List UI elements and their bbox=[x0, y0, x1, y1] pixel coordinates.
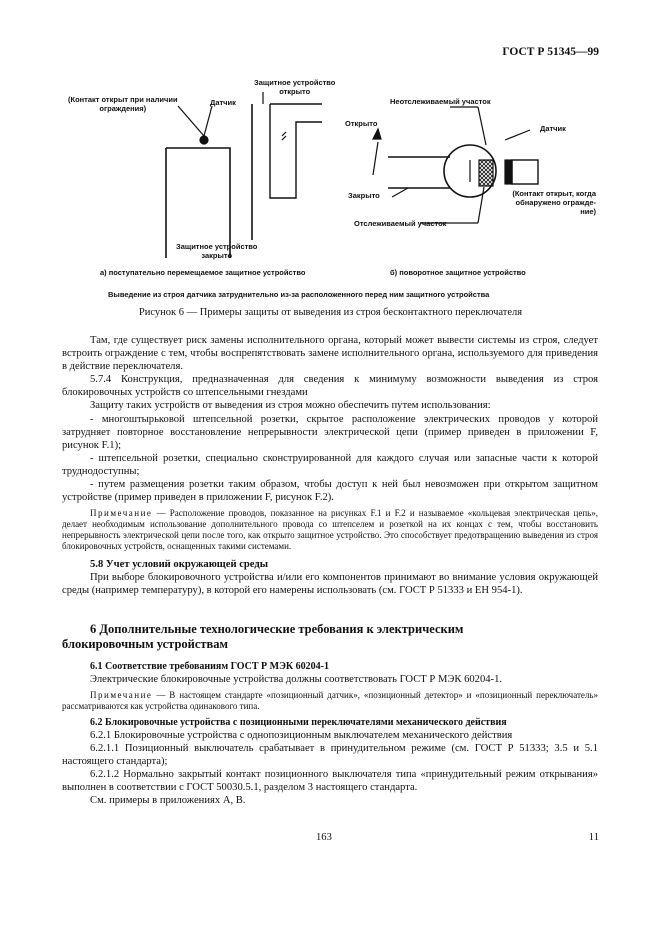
figure-note: Выведение из строя датчика затруднительно из-за расположенного перед ним защитного устройства bbox=[108, 290, 490, 299]
paragraph: Электрические блокировочные устройства должны соответствовать ГОСТ Р МЭК 60204-1. bbox=[90, 673, 503, 685]
paragraph: 5.7.4 Конструкция, предназначенная для сведения к минимуму возможности выведения из строя блокировочных устройств со штепсельными гнездами bbox=[62, 374, 598, 399]
sensor-left-label: Датчик bbox=[210, 98, 236, 107]
paragraph: 6.2.1.2 Нормально закрытый контакт позиционного выключателя типа «принудительный режим открывания» выполнен в соответствии с ГОСТ 50030.5.1, разделом 3 настоящего стандарта. bbox=[62, 769, 598, 794]
chapter-heading: 6 Дополнительные технологические требования к электрическим блокировочным устройствам bbox=[62, 621, 464, 651]
monitored-area-label: Отслеживаемый участок bbox=[354, 219, 447, 228]
closed-label: Закрыто bbox=[348, 191, 380, 200]
note-label: Примечание bbox=[90, 508, 153, 519]
note bbox=[62, 508, 598, 552]
list-item: - многоштырьковой штепсельной розетки, скрытое расположение электрических проводов у которой затрудняет повторное восстановление непрерывности электрической цепи (пример приведен в приложении F, рисунок F.1); bbox=[62, 413, 598, 451]
guard-open-label: Защитное устройство открыто bbox=[254, 78, 336, 96]
page-number: 163 bbox=[316, 832, 332, 843]
page-number-right: 11 bbox=[588, 832, 599, 843]
note bbox=[62, 690, 598, 712]
document-header: ГОСТ Р 51345—99 bbox=[502, 46, 599, 58]
paragraph: 6.2.1.1 Позиционный выключатель срабатывает в принудительном режиме (см. ГОСТ Р 51333; 3.5 и 5.1 настоящего стандарта); bbox=[62, 742, 598, 767]
contact-open-left-label: (Контакт открыт при наличии ограждения) bbox=[68, 95, 178, 113]
subfigure-b-label: б) поворотное защитное устройство bbox=[390, 268, 526, 277]
paragraph: См. примеры в приложениях А, В. bbox=[90, 795, 246, 807]
figure-caption: Рисунок 6 — Примеры защиты от выведения из строя бесконтактного переключателя bbox=[138, 307, 523, 318]
note-text: — В настоящем стандарте «позиционный датчик», «позиционный детектор» и «позиционный переключатель» рассматриваются как устройства одинакового типа. bbox=[62, 689, 598, 711]
note-text: — Расположение проводов, показанное на рисунках F.1 и F.2 и называемое «кольцевая электрическая цепь», делает необходимым использование дополнительного провода со штепселем и розеткой на их концах с тем, чтобы восстановить непрерывность электрической цепи после того, как открыто защитное устройство. Это способствует предотвращению выведения из строя блокировочных устройств, оснащенных такими системами. bbox=[62, 508, 598, 552]
list-item: - штепсельной розетки, специально сконструированной для каждого случая или запасные части к которой труднодоступны; bbox=[62, 452, 598, 477]
section-heading: 6.2 Блокировочные устройства с позиционными переключателями механического действия bbox=[90, 716, 507, 728]
document-body bbox=[62, 334, 598, 807]
list-item: - путем размещения розетки таким образом, чтобы доступ к ней был невозможен при открытом защитном устройстве (пример приведен в приложении F, рисунок F.2). bbox=[62, 479, 598, 504]
note-label: Примечание bbox=[90, 689, 153, 700]
paragraph: Там, где существует риск замены исполнительного органа, который может вывести системы из строя, следует встроить ограждение с тем, чтобы воспрепятствовать замене исполнительного органа, используемого для приведения в действие переключателя. bbox=[62, 335, 598, 373]
paragraph: 6.2.1 Блокировочные устройства с однопозиционным выключателем механического действия bbox=[90, 729, 513, 741]
section-heading: 6.1 Соответствие требованиям ГОСТ Р МЭК 60204-1 bbox=[90, 660, 329, 672]
subfigure-a-label: а) поступательно перемещаемое защитное устройство bbox=[100, 268, 306, 277]
unmonitored-area-label: Неотслеживаемый участок bbox=[390, 97, 491, 106]
paragraph: При выборе блокировочного устройства и/или его компонентов принимают во внимание условия окружающей среды (например температуру), в которой его намерены использовать (см. ГОСТ Р 51333 и ЕН 954-1). bbox=[62, 572, 598, 597]
guard-closed-label: Защитное устройство закрыто bbox=[176, 242, 258, 260]
figure-6 bbox=[0, 0, 661, 320]
sensor-right-label: Датчик bbox=[540, 124, 566, 133]
paragraph: Защиту таких устройств от выведения из строя можно обеспечить путем использования: bbox=[90, 400, 491, 412]
section-heading: 5.8 Учет условий окружающей среды bbox=[90, 559, 268, 571]
contact-open-right-label: (Контакт открыт, когда обнаружено огражде- ние) bbox=[512, 189, 596, 216]
opened-label: Открыто bbox=[345, 119, 378, 128]
